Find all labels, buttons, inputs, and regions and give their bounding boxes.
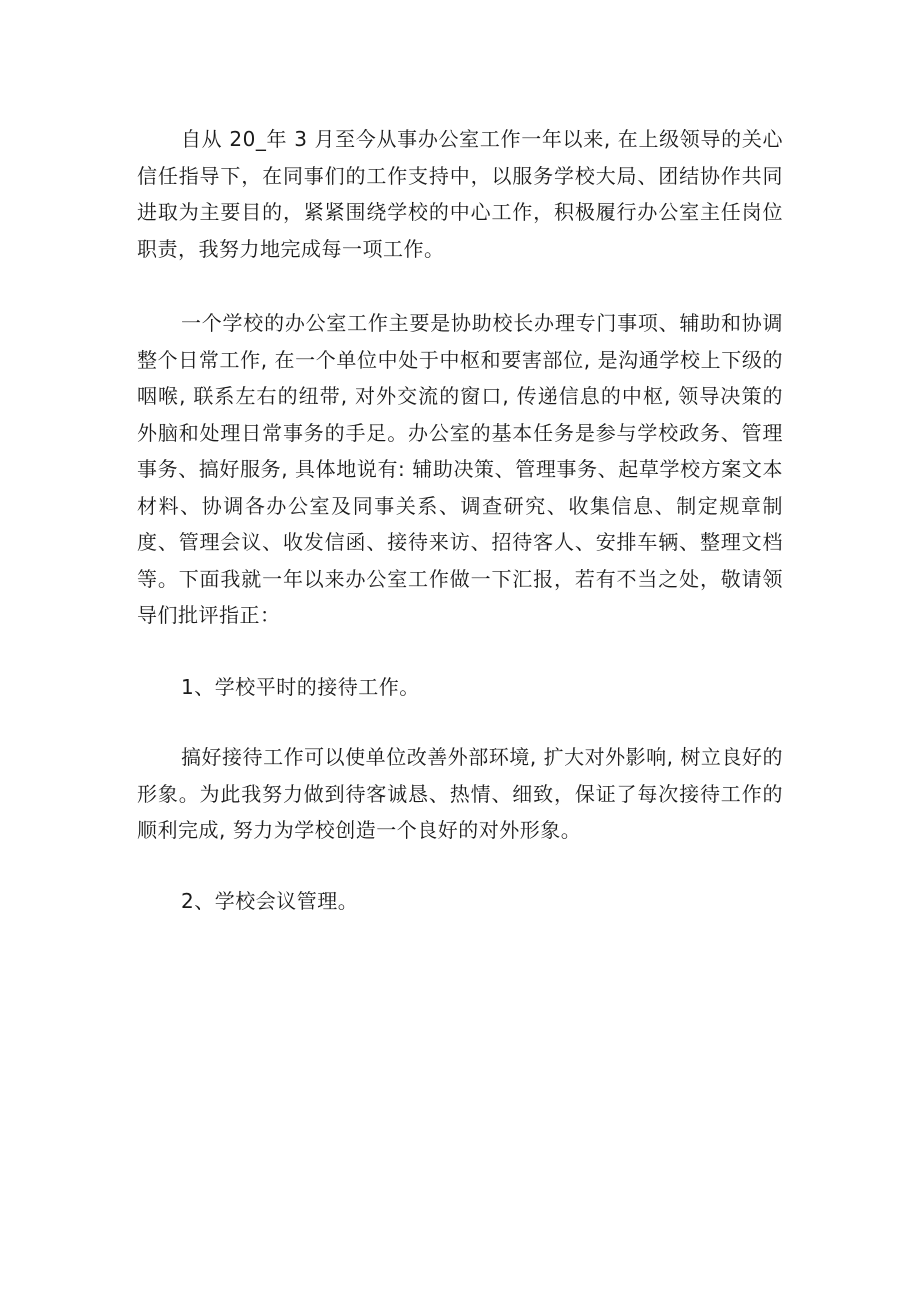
document-body	[137, 121, 783, 919]
paragraph-office-role: 一个学校的办公室工作主要是协助校长办理专门事项、辅助和协调整个日常工作, 在一个单位中处于中枢和要害部位, 是沟通学校上下级的咽喉, 联系左右的纽带, 对外交流的窗口, 传递信息的中枢, 领导决策的外脑和处理日常事务的手足。办公室的基本任务是参与学校政务、管理事务、搞好服务, 具体地说有: 辅助决策、管理事务、起草学校方案文本材料、协调各办公室及同事关系、调查研究、收集信息、制定规章制度、管理会议、收发信函、接待来访、招待客人、安排车辆、整理文档等。下面我就一年以来办公室工作做一下汇报，若有不当之处，敬请领导们批评指正：	[137, 311, 783, 627]
section-heading-reception: 1、学校平时的接待工作。	[181, 674, 420, 699]
paragraph-reception: 搞好接待工作可以使单位改善外部环境, 扩大对外影响, 树立良好的形象。为此我努力做到待客诚恳、热情、细致，保证了每次接待工作的顺利完成, 努力为学校创造一个良好的对外形象。	[137, 745, 783, 842]
paragraph-intro: 自从 20_年 3 月至今从事办公室工作一年以来, 在上级领导的关心信任指导下，在同事们的工作支持中，以服务学校大局、团结协作共同进取为主要目的，紧紧围绕学校的中心工作，积极履行办公室主任岗位职责，我努力地完成每一项工作。	[137, 127, 783, 261]
section-heading-meetings: 2、学校会议管理。	[181, 888, 359, 913]
